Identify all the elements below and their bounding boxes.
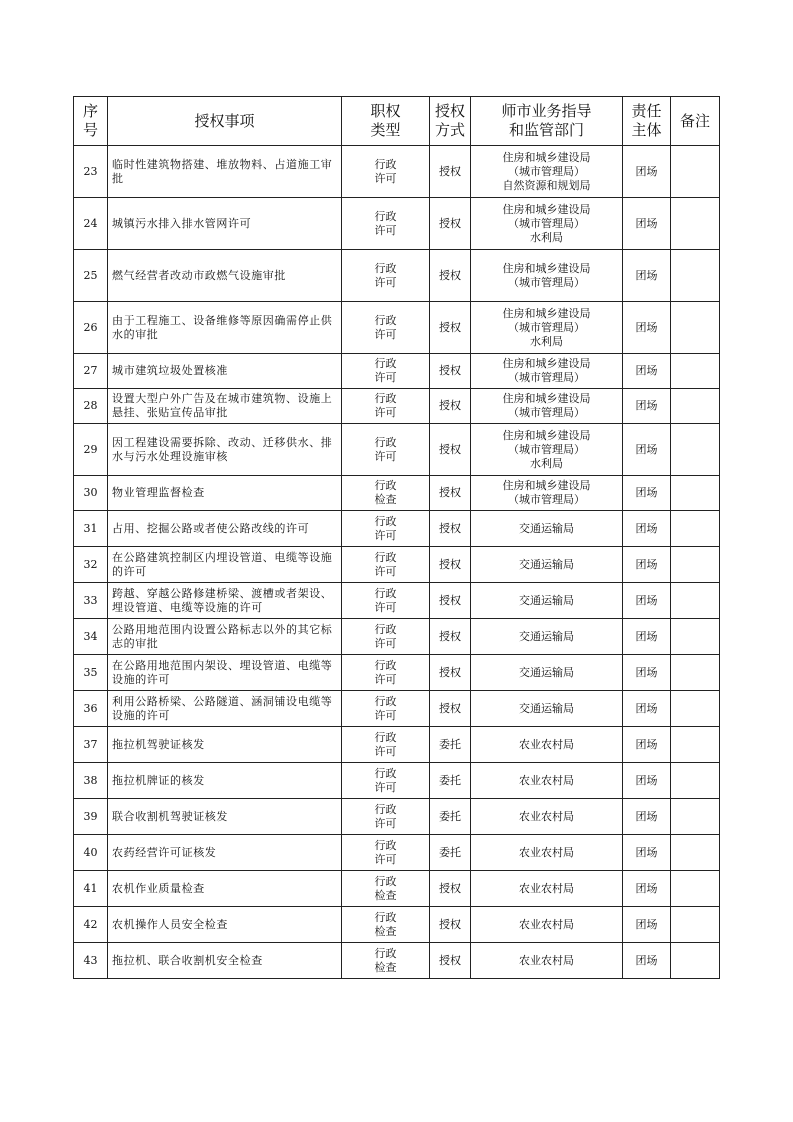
responsible-subject: 团场 (623, 354, 671, 389)
row-number: 38 (74, 763, 108, 799)
authorization-item: 临时性建筑物搭建、堆放物料、占道施工审批 (108, 146, 342, 198)
supervising-dept: 交通运输局 (471, 691, 623, 727)
table-row (74, 727, 720, 763)
auth-mode: 授权 (430, 907, 471, 943)
supervising-dept: 住房和城乡建设局 （城市管理局） 水利局 (471, 302, 623, 354)
header-item: 授权事项 (108, 97, 342, 146)
table-row (74, 907, 720, 943)
header-dept: 师市业务指导 和监管部门 (471, 97, 623, 146)
row-number: 27 (74, 354, 108, 389)
authorization-item: 由于工程施工、设备维修等原因确需停止供水的审批 (108, 302, 342, 354)
remark (671, 799, 720, 835)
supervising-dept: 住房和城乡建设局 （城市管理局） (471, 250, 623, 302)
responsible-subject: 团场 (623, 619, 671, 655)
table-header-row (74, 97, 720, 146)
remark (671, 424, 720, 476)
supervising-dept: 交通运输局 (471, 655, 623, 691)
row-number: 42 (74, 907, 108, 943)
table-body (74, 146, 720, 979)
table-row (74, 146, 720, 198)
table-row (74, 354, 720, 389)
authorization-item: 在公路建筑控制区内埋设管道、电缆等设施的许可 (108, 547, 342, 583)
row-number: 26 (74, 302, 108, 354)
responsible-subject: 团场 (623, 835, 671, 871)
remark (671, 871, 720, 907)
row-number: 32 (74, 547, 108, 583)
authorization-item: 占用、挖掘公路或者使公路改线的许可 (108, 511, 342, 547)
authorization-table (73, 96, 720, 979)
responsible-subject: 团场 (623, 389, 671, 424)
authorization-item: 拖拉机驾驶证核发 (108, 727, 342, 763)
power-type: 行政 许可 (342, 583, 430, 619)
responsible-subject: 团场 (623, 763, 671, 799)
remark (671, 511, 720, 547)
power-type: 行政 许可 (342, 547, 430, 583)
power-type: 行政 检查 (342, 943, 430, 979)
responsible-subject: 团场 (623, 943, 671, 979)
power-type: 行政 许可 (342, 424, 430, 476)
responsible-subject: 团场 (623, 655, 671, 691)
auth-mode: 授权 (430, 354, 471, 389)
table-row (74, 583, 720, 619)
power-type: 行政 许可 (342, 354, 430, 389)
header-remark: 备注 (671, 97, 720, 146)
supervising-dept: 住房和城乡建设局 （城市管理局） 水利局 (471, 424, 623, 476)
responsible-subject: 团场 (623, 691, 671, 727)
remark (671, 943, 720, 979)
remark (671, 250, 720, 302)
table-row (74, 250, 720, 302)
supervising-dept: 交通运输局 (471, 511, 623, 547)
power-type: 行政 检查 (342, 871, 430, 907)
auth-mode: 授权 (430, 250, 471, 302)
power-type: 行政 许可 (342, 691, 430, 727)
power-type: 行政 许可 (342, 619, 430, 655)
authorization-item: 拖拉机、联合收割机安全检查 (108, 943, 342, 979)
row-number: 37 (74, 727, 108, 763)
table-row (74, 476, 720, 511)
supervising-dept: 农业农村局 (471, 763, 623, 799)
row-number: 34 (74, 619, 108, 655)
supervising-dept: 农业农村局 (471, 871, 623, 907)
table-row (74, 302, 720, 354)
supervising-dept: 农业农村局 (471, 907, 623, 943)
auth-mode: 授权 (430, 943, 471, 979)
row-number: 33 (74, 583, 108, 619)
auth-mode: 委托 (430, 763, 471, 799)
table-row (74, 619, 720, 655)
supervising-dept: 农业农村局 (471, 727, 623, 763)
remark (671, 763, 720, 799)
remark (671, 619, 720, 655)
authorization-item: 城镇污水排入排水管网许可 (108, 198, 342, 250)
table-row (74, 871, 720, 907)
header-auth-mode: 授权 方式 (430, 97, 471, 146)
remark (671, 727, 720, 763)
row-number: 31 (74, 511, 108, 547)
power-type: 行政 许可 (342, 799, 430, 835)
auth-mode: 委托 (430, 799, 471, 835)
remark (671, 302, 720, 354)
authorization-item: 公路用地范围内设置公路标志以外的其它标志的审批 (108, 619, 342, 655)
auth-mode: 授权 (430, 146, 471, 198)
row-number: 35 (74, 655, 108, 691)
header-seq: 序 号 (74, 97, 108, 146)
remark (671, 476, 720, 511)
responsible-subject: 团场 (623, 727, 671, 763)
authorization-item: 农机操作人员安全检查 (108, 907, 342, 943)
auth-mode: 授权 (430, 583, 471, 619)
auth-mode: 授权 (430, 476, 471, 511)
power-type: 行政 许可 (342, 198, 430, 250)
authorization-item: 设置大型户外广告及在城市建筑物、设施上悬挂、张贴宣传品审批 (108, 389, 342, 424)
remark (671, 691, 720, 727)
supervising-dept: 住房和城乡建设局 （城市管理局） 自然资源和规划局 (471, 146, 623, 198)
responsible-subject: 团场 (623, 302, 671, 354)
table-row (74, 547, 720, 583)
responsible-subject: 团场 (623, 198, 671, 250)
auth-mode: 授权 (430, 655, 471, 691)
table-row (74, 763, 720, 799)
remark (671, 146, 720, 198)
remark (671, 907, 720, 943)
responsible-subject: 团场 (623, 511, 671, 547)
power-type: 行政 许可 (342, 250, 430, 302)
responsible-subject: 团场 (623, 547, 671, 583)
authorization-item: 在公路用地范围内架设、埋设管道、电缆等设施的许可 (108, 655, 342, 691)
row-number: 25 (74, 250, 108, 302)
table-row (74, 424, 720, 476)
authorization-item: 拖拉机牌证的核发 (108, 763, 342, 799)
remark (671, 354, 720, 389)
authorization-item: 农机作业质量检查 (108, 871, 342, 907)
auth-mode: 授权 (430, 389, 471, 424)
power-type: 行政 许可 (342, 727, 430, 763)
auth-mode: 授权 (430, 547, 471, 583)
supervising-dept: 交通运输局 (471, 619, 623, 655)
supervising-dept: 住房和城乡建设局 （城市管理局） 水利局 (471, 198, 623, 250)
table-row (74, 799, 720, 835)
row-number: 43 (74, 943, 108, 979)
authorization-item: 城市建筑垃圾处置核准 (108, 354, 342, 389)
responsible-subject: 团场 (623, 476, 671, 511)
row-number: 39 (74, 799, 108, 835)
remark (671, 547, 720, 583)
auth-mode: 授权 (430, 424, 471, 476)
auth-mode: 授权 (430, 871, 471, 907)
remark (671, 835, 720, 871)
responsible-subject: 团场 (623, 146, 671, 198)
power-type: 行政 检查 (342, 476, 430, 511)
row-number: 40 (74, 835, 108, 871)
auth-mode: 授权 (430, 511, 471, 547)
supervising-dept: 住房和城乡建设局 （城市管理局） (471, 476, 623, 511)
power-type: 行政 许可 (342, 655, 430, 691)
remark (671, 198, 720, 250)
authorization-item: 因工程建设需要拆除、改动、迁移供水、排水与污水处理设施审核 (108, 424, 342, 476)
table-row (74, 198, 720, 250)
authorization-item: 农药经营许可证核发 (108, 835, 342, 871)
header-subject: 责任 主体 (623, 97, 671, 146)
power-type: 行政 许可 (342, 302, 430, 354)
row-number: 30 (74, 476, 108, 511)
power-type: 行政 许可 (342, 511, 430, 547)
row-number: 24 (74, 198, 108, 250)
row-number: 36 (74, 691, 108, 727)
responsible-subject: 团场 (623, 250, 671, 302)
header-power-type: 职权 类型 (342, 97, 430, 146)
remark (671, 655, 720, 691)
supervising-dept: 农业农村局 (471, 835, 623, 871)
row-number: 28 (74, 389, 108, 424)
power-type: 行政 许可 (342, 146, 430, 198)
power-type: 行政 检查 (342, 907, 430, 943)
responsible-subject: 团场 (623, 424, 671, 476)
supervising-dept: 农业农村局 (471, 799, 623, 835)
power-type: 行政 许可 (342, 389, 430, 424)
authorization-item: 跨越、穿越公路修建桥梁、渡槽或者架设、埋设管道、电缆等设施的许可 (108, 583, 342, 619)
responsible-subject: 团场 (623, 871, 671, 907)
row-number: 41 (74, 871, 108, 907)
table-row (74, 835, 720, 871)
remark (671, 583, 720, 619)
power-type: 行政 许可 (342, 763, 430, 799)
auth-mode: 授权 (430, 691, 471, 727)
auth-mode: 授权 (430, 619, 471, 655)
auth-mode: 委托 (430, 835, 471, 871)
power-type: 行政 许可 (342, 835, 430, 871)
authorization-item: 利用公路桥梁、公路隧道、涵洞铺设电缆等设施的许可 (108, 691, 342, 727)
auth-mode: 授权 (430, 302, 471, 354)
authorization-item: 燃气经营者改动市政燃气设施审批 (108, 250, 342, 302)
responsible-subject: 团场 (623, 799, 671, 835)
responsible-subject: 团场 (623, 907, 671, 943)
row-number: 29 (74, 424, 108, 476)
table-row (74, 655, 720, 691)
table-row (74, 511, 720, 547)
supervising-dept: 住房和城乡建设局 （城市管理局） (471, 389, 623, 424)
supervising-dept: 住房和城乡建设局 （城市管理局） (471, 354, 623, 389)
auth-mode: 授权 (430, 198, 471, 250)
auth-mode: 委托 (430, 727, 471, 763)
table-row (74, 943, 720, 979)
supervising-dept: 交通运输局 (471, 547, 623, 583)
supervising-dept: 交通运输局 (471, 583, 623, 619)
authorization-item: 物业管理监督检查 (108, 476, 342, 511)
remark (671, 389, 720, 424)
table-row (74, 691, 720, 727)
supervising-dept: 农业农村局 (471, 943, 623, 979)
responsible-subject: 团场 (623, 583, 671, 619)
authorization-item: 联合收割机驾驶证核发 (108, 799, 342, 835)
row-number: 23 (74, 146, 108, 198)
table-row (74, 389, 720, 424)
